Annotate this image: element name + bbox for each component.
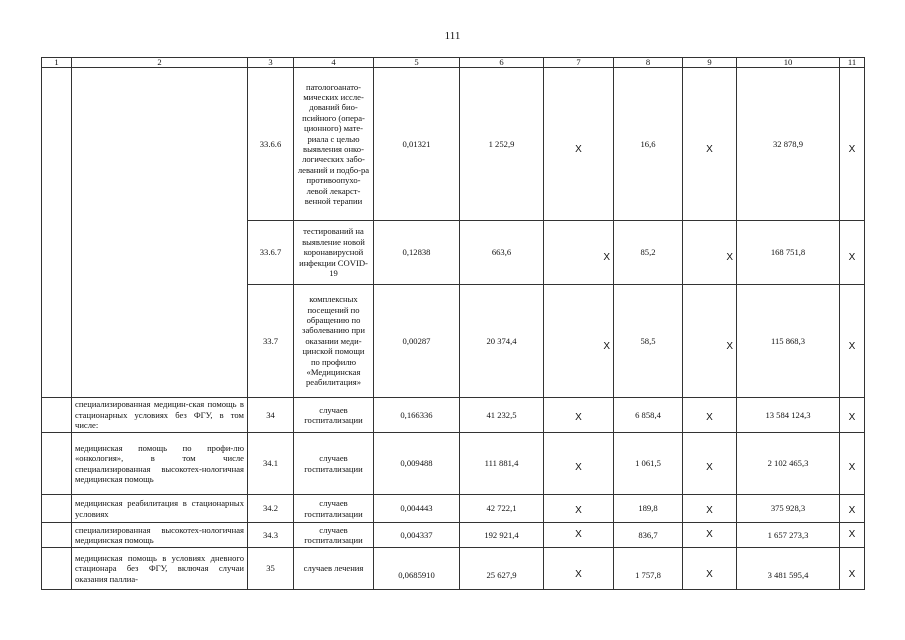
cell-unit: случаев госпитализации [294,398,374,433]
cell-col9: X [683,68,737,221]
cell-col9: X [683,433,737,495]
cell-code: 33.6.7 [248,221,294,285]
cell-col10: 375 928,3 [737,495,840,523]
cell-col6: 42 722,1 [460,495,544,523]
cell-col11: X [840,433,865,495]
table-row [42,68,865,221]
cell-col5: 0,0685910 [374,548,460,590]
column-header: 4 [294,58,374,68]
table-row [42,548,865,590]
cell-col9: X [683,221,737,285]
cell-col8: 16,6 [614,68,683,221]
cell-code: 33.6.6 [248,68,294,221]
cell-col5: 0,01321 [374,68,460,221]
cell-col2: медицинская реабилитация в стационарных условиях [72,495,248,523]
cell-col8: 189,8 [614,495,683,523]
column-header: 9 [683,58,737,68]
cell-col7: X [544,495,614,523]
cell-col6: 20 374,4 [460,285,544,398]
cell-unit: случаев госпитализации [294,523,374,548]
cell-col11: X [840,398,865,433]
column-header: 3 [248,58,294,68]
cell-code: 33.7 [248,285,294,398]
page-number: 111 [444,30,461,42]
cell-col2: специализированная высокотех-нологичная медицинская помощь [72,523,248,548]
cell-col8: 6 858,4 [614,398,683,433]
column-header: 8 [614,58,683,68]
cell-col10: 1 657 273,3 [737,523,840,548]
cell-unit: патологоанато-мических иссле-дований био-псийного (опера-ционного) мате-риала с целью выявления онко-логических забо-леваний и подбо-ра противоопухо-левой лекарст-венной терапии [294,68,374,221]
cell-col7: X [544,398,614,433]
cell-col6: 663,6 [460,221,544,285]
cell-col9: X [683,398,737,433]
table-row [42,433,865,495]
cell-col5: 0,004443 [374,495,460,523]
cell-unit: случаев госпитализации [294,433,374,495]
cell-col7: X [544,548,614,590]
data-table [41,57,865,590]
cell-col9: X [683,523,737,548]
cell-col8: 58,5 [614,285,683,398]
cell-unit: тестирований на выявление новой коронавирусной инфекции COVID-19 [294,221,374,285]
cell-unit: комплексных посещений по обращению по заболеванию при оказании меди-цинской помощи по профилю «Медицинская реабилитация» [294,285,374,398]
cell-col9: X [683,548,737,590]
cell-col7: X [544,221,614,285]
cell-col10: 3 481 595,4 [737,548,840,590]
cell-col1 [42,495,72,523]
cell-col8: 1 757,8 [614,548,683,590]
cell-col6: 192 921,4 [460,523,544,548]
cell-col2 [72,68,248,398]
cell-col5: 0,004337 [374,523,460,548]
cell-col7: X [544,433,614,495]
column-header: 11 [840,58,865,68]
table-row [42,523,865,548]
cell-col7: X [544,523,614,548]
cell-col6: 111 881,4 [460,433,544,495]
column-header: 2 [72,58,248,68]
cell-col1 [42,398,72,433]
cell-code: 35 [248,548,294,590]
cell-col10: 13 584 124,3 [737,398,840,433]
table-row [42,398,865,433]
cell-col1 [42,548,72,590]
cell-col1 [42,68,72,398]
cell-col7: X [544,285,614,398]
cell-col10: 115 868,3 [737,285,840,398]
cell-col10: 2 102 465,3 [737,433,840,495]
cell-col1 [42,433,72,495]
cell-col5: 0,166336 [374,398,460,433]
column-header: 6 [460,58,544,68]
cell-col11: X [840,548,865,590]
cell-col8: 1 061,5 [614,433,683,495]
cell-col10: 168 751,8 [737,221,840,285]
cell-col11: X [840,523,865,548]
table-row [42,495,865,523]
cell-unit: случаев госпитализации [294,495,374,523]
cell-col7: X [544,68,614,221]
column-header: 7 [544,58,614,68]
cell-col9: X [683,495,737,523]
cell-code: 34.3 [248,523,294,548]
column-header: 10 [737,58,840,68]
cell-col11: X [840,285,865,398]
cell-unit: случаев лечения [294,548,374,590]
cell-col6: 25 627,9 [460,548,544,590]
cell-col11: X [840,495,865,523]
cell-col8: 836,7 [614,523,683,548]
cell-col6: 1 252,9 [460,68,544,221]
cell-code: 34.1 [248,433,294,495]
cell-col5: 0,00287 [374,285,460,398]
cell-col6: 41 232,5 [460,398,544,433]
cell-col5: 0,12838 [374,221,460,285]
cell-col2: медицинская помощь в условиях дневного стационара без ФГУ, включая случаи оказания паллиа- [72,548,248,590]
cell-col10: 32 878,9 [737,68,840,221]
table-header-row [42,58,865,68]
cell-col5: 0,009488 [374,433,460,495]
cell-col11: X [840,68,865,221]
cell-col8: 85,2 [614,221,683,285]
column-header: 1 [42,58,72,68]
cell-code: 34.2 [248,495,294,523]
column-header: 5 [374,58,460,68]
cell-col2: медицинская помощь по профи-лю «онкология», в том числе специализированная высокотех-нологичная медицинская помощь [72,433,248,495]
cell-col9: X [683,285,737,398]
cell-col1 [42,523,72,548]
cell-col11: X [840,221,865,285]
cell-code: 34 [248,398,294,433]
cell-col2: специализированная медицин-ская помощь в стационарных условиях без ФГУ, в том числе: [72,398,248,433]
